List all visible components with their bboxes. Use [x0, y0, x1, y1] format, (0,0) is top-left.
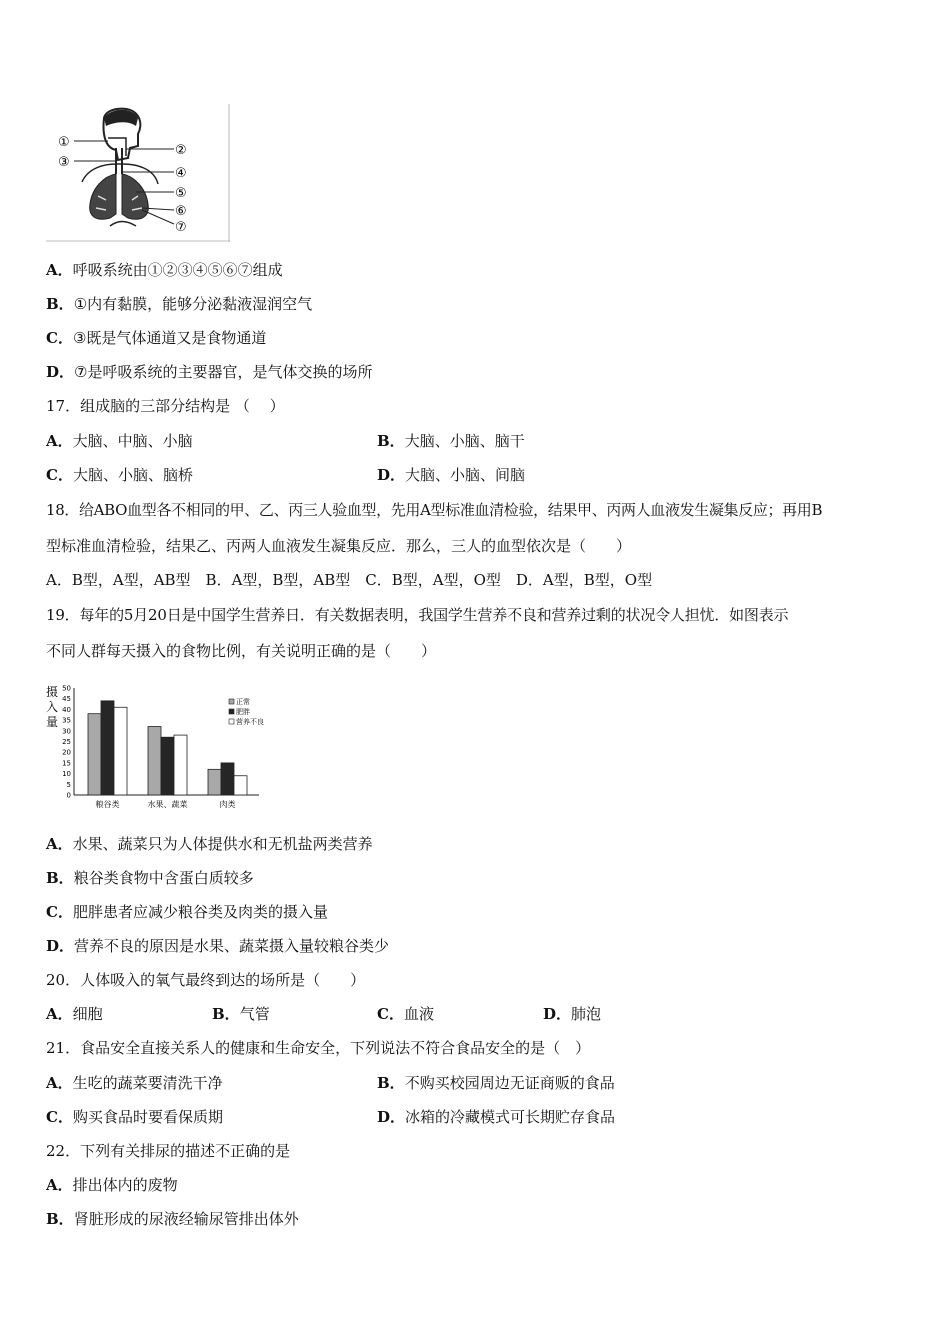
- q16-option-c: C．③既是气体通道又是食物通道: [46, 329, 267, 347]
- q19-option-d: D．营养不良的原因是水果、蔬菜摄入量较粮谷类少: [46, 937, 390, 955]
- y-tick-label: 50: [62, 684, 71, 693]
- bar-营养不良-肉类: [234, 776, 247, 795]
- x-tick-label: 肉类: [219, 800, 236, 809]
- bar-肥胖-水果、蔬菜: [161, 737, 174, 795]
- bar-正常-肉类: [208, 769, 221, 795]
- food-intake-chart: [44, 680, 284, 815]
- q19-stem-line2: 不同人群每天摄入的食物比例，有关说明正确的是（ ）: [46, 642, 437, 660]
- bar-正常-水果、蔬菜: [148, 727, 161, 795]
- bar-营养不良-粮谷类: [114, 707, 127, 795]
- y-axis-label: 摄入量: [46, 685, 59, 729]
- label-6: ⑥: [175, 204, 187, 219]
- label-3: ③: [58, 155, 70, 170]
- y-tick-label: 35: [62, 716, 71, 725]
- legend-swatch: [229, 709, 234, 714]
- bar-营养不良-水果、蔬菜: [174, 735, 187, 795]
- q19-option-a: A．水果、蔬菜只为人体提供水和无机盐两类营养: [46, 835, 373, 853]
- y-tick-label: 25: [62, 738, 71, 746]
- legend-label: 正常: [236, 698, 250, 706]
- q20-option-c: C．血液: [377, 1005, 434, 1023]
- q20-option-a: A．细胞: [46, 1005, 103, 1023]
- q18-stem-line2: 型标准血清检验，结果乙、丙两人血液发生凝集反应．那么，三人的血型依次是（ ）: [46, 537, 632, 555]
- legend-swatch: [229, 699, 234, 704]
- bar-肥胖-粮谷类: [101, 701, 114, 795]
- label-2: ②: [175, 143, 187, 158]
- q17-option-b: B．大脑、小脑、脑干: [377, 432, 525, 450]
- q22-stem: 22．下列有关排尿的描述不正确的是: [46, 1142, 291, 1160]
- q16-option-b: B．①内有黏膜，能够分泌黏液湿润空气: [46, 295, 313, 313]
- q21-option-b: B．不购买校园周边无证商贩的食品: [377, 1074, 615, 1092]
- q21-stem: 21．食品安全直接关系人的健康和生命安全，下列说法不符合食品安全的是（ ）: [46, 1039, 591, 1057]
- q17-stem: 17．组成脑的三部分结构是 （ ）: [46, 397, 285, 415]
- label-4: ④: [175, 166, 187, 181]
- y-tick-label: 15: [62, 759, 71, 768]
- q21-option-c: C．购买食品时要看保质期: [46, 1108, 223, 1126]
- legend-label: 肥胖: [236, 708, 250, 716]
- q21-option-d: D．冰箱的冷藏模式可长期贮存食品: [377, 1108, 616, 1126]
- y-tick-label: 30: [62, 727, 71, 736]
- x-tick-label: 水果、蔬菜: [147, 800, 188, 809]
- q16-option-d: D．⑦是呼吸系统的主要器官，是气体交换的场所: [46, 363, 373, 381]
- x-tick-label: 粮谷类: [95, 800, 120, 809]
- q17-option-a: A．大脑、中脑、小脑: [46, 432, 193, 450]
- q20-stem: 20．人体吸入的氧气最终到达的场所是（ ）: [46, 971, 366, 989]
- q19-option-c: C．肥胖患者应减少粮谷类及肉类的摄入量: [46, 903, 328, 921]
- label-7: ⑦: [175, 220, 187, 235]
- q22-option-b: B．肾脏形成的尿液经输尿管排出体外: [46, 1210, 299, 1228]
- y-tick-label: 0: [66, 791, 71, 800]
- q20-option-b: B．气管: [212, 1005, 270, 1023]
- y-tick-label: 5: [66, 780, 71, 789]
- y-tick-label: 20: [62, 748, 71, 757]
- q18-options: A．B型，A型，AB型 B．A型，B型，AB型 C．B型，A型，O型 D．A型，B型，O型: [46, 571, 653, 589]
- q21-option-a: A．生吃的蔬菜要清洗干净: [46, 1074, 223, 1092]
- bar-正常-粮谷类: [88, 714, 101, 795]
- q20-option-d: D．肺泡: [543, 1005, 602, 1023]
- q22-option-a: A．排出体内的废物: [46, 1176, 178, 1194]
- q17-option-c: C．大脑、小脑、脑桥: [46, 466, 193, 484]
- respiratory-system-figure: [46, 104, 230, 242]
- legend-label: 营养不良: [236, 718, 264, 726]
- q18-stem-line1: 18．给ABO血型各不相同的甲、乙、丙三人验血型，先用A型标准血清检验，结果甲、丙两人血液发生凝集反应；再用B: [46, 501, 823, 519]
- y-tick-label: 10: [62, 770, 71, 779]
- label-1: ①: [58, 135, 70, 150]
- q16-option-a: A．呼吸系统由①②③④⑤⑥⑦组成: [46, 261, 283, 279]
- legend-swatch: [229, 719, 234, 724]
- y-tick-label: 40: [62, 705, 71, 714]
- q19-stem-line1: 19．每年的5月20日是中国学生营养日．有关数据表明，我国学生营养不良和营养过剩的状况令人担忧．如图表示: [46, 606, 789, 624]
- label-5: ⑤: [175, 186, 187, 201]
- bar-肥胖-肉类: [221, 763, 234, 795]
- y-tick-label: 45: [62, 695, 71, 704]
- q17-option-d: D．大脑、小脑、间脑: [377, 466, 526, 484]
- q19-option-b: B．粮谷类食物中含蛋白质较多: [46, 869, 254, 887]
